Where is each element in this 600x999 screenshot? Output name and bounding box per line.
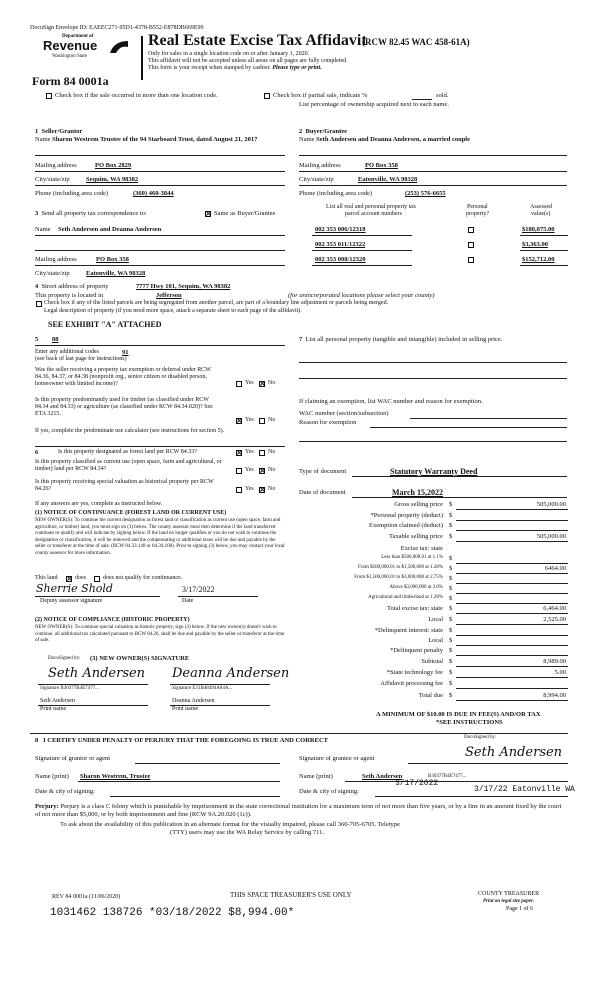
- calc-value: 6,464.00: [543, 605, 566, 612]
- calc-currency: $: [449, 595, 453, 602]
- q2-yes-label: Yes: [245, 417, 254, 423]
- calc-label: Taxable selling price: [388, 533, 443, 540]
- notice-continuance-title: (1) NOTICE OF CONTINUANCE (FOREST LAND OR CURRENT USE): [35, 510, 227, 516]
- dor-logo: [40, 34, 138, 66]
- calc-currency: $: [449, 647, 453, 654]
- grantee-date-label: Date & city of signing:: [299, 788, 359, 795]
- section4-exhibit: SEE EXHIBIT "A" ATTACHED: [48, 320, 162, 329]
- seller-heading: 1 Seller/Grantor: [35, 128, 83, 135]
- s6q2-no-label: No: [268, 467, 276, 473]
- grantee-name-label: Name (print): [299, 773, 333, 780]
- section3-mail: PO Box 358: [96, 256, 129, 263]
- parcel-number: 002 353 008/12320: [315, 256, 366, 263]
- calc-value: 2,525.00: [543, 616, 566, 623]
- s6q1-no-checkbox[interactable]: [259, 450, 265, 456]
- grantor-sig-label: Signature of grantor or agent: [35, 755, 111, 762]
- buyer-mail: PO Box 358: [365, 162, 398, 169]
- header-note-1: Only for sales in a single location code on or after January 1, 2020.: [148, 51, 310, 57]
- form-title-ref: (RCW 82.45 WAC 458-61A): [362, 37, 470, 47]
- accessibility-line-2: (TTY) users may use the WA Relay Service by calling 711.: [170, 829, 324, 836]
- parcels-col2a: Personal: [467, 204, 488, 210]
- section3-text: 3 Send all property tax correspondence to:: [35, 210, 147, 217]
- legal-paper-note: Print on legal size paper.: [483, 899, 534, 904]
- buyer-phone: (253) 576-6655: [405, 190, 446, 197]
- seller-city: Sequim, WA 98382: [86, 176, 139, 183]
- section3-mail-label: Mailing address: [35, 256, 77, 263]
- section5-q3: If yes, complete the predominate use calculator (see instructions for section 5).: [35, 428, 225, 434]
- calc-currency: $: [449, 522, 453, 529]
- section6-q4: If any answers are yes, complete as instructed below.: [35, 501, 163, 507]
- section4-located-label: This property is located in: [35, 292, 104, 299]
- seller-mail: PO Box 2829: [95, 162, 132, 169]
- signature-label-1: Signature B30377B4E7477...: [40, 686, 99, 691]
- deputy-assessor-label: Deputy assessor signature: [40, 598, 103, 604]
- certify-statement: 8 I CERTIFY UNDER PENALTY OF PERJURY THAT THE FOREGOING IS TRUE AND CORRECT: [35, 737, 328, 744]
- calc-label: From $1,500,000.01 to $3,000,000 at 2.75%: [354, 575, 443, 580]
- parcels-col3b: value(s): [531, 211, 551, 217]
- section5-q2: Is this property predominantly used for timber (as classified under RCW 84.34 and 84.33) or agriculture (as classified under RCW 84.34.020)? See ETA 3215.: [35, 397, 213, 417]
- section6-num: 6: [35, 449, 39, 456]
- print-name-label-2: Print name: [172, 706, 199, 712]
- treasurer-stamp: 1031462 138726 *03/18/2022 $8,994.00*: [50, 907, 295, 919]
- logo-state: Washington State: [52, 54, 88, 59]
- calc-currency: $: [449, 692, 453, 699]
- calc-label: Excise tax: state: [400, 545, 443, 552]
- q1-yes-label: Yes: [245, 380, 254, 386]
- calc-currency: $: [449, 585, 453, 592]
- land-does-not-label: does not qualify for continuance.: [103, 575, 183, 581]
- list-percentage-note: List percentage of ownership acquired next to each name.: [299, 101, 449, 108]
- calc-label: Local: [428, 637, 443, 644]
- grantor-name: Sharon Westrem, Trustee: [80, 773, 151, 780]
- section4-unincorporated: (for unincorporated locations please select your county): [288, 292, 435, 299]
- parcels-col3a: Assessed: [530, 204, 552, 210]
- buyer-phone-label: Phone (including area code): [299, 190, 373, 197]
- minimum-note: A MINIMUM OF $10.00 IS DUE IN FEE(S) AND/OR TAX: [376, 711, 541, 718]
- wac-label: WAC number (section/subsection): [299, 410, 389, 417]
- partial-sale-label: Check box if partial sale, indicate %: [273, 92, 368, 99]
- envelope-id-8: B30377B4E7477...: [428, 774, 467, 779]
- owner-signature-1: Seth Andersen: [48, 666, 146, 681]
- calc-label: *Personal property (deduct): [370, 512, 443, 519]
- calc-currency: $: [449, 658, 453, 665]
- county-treasurer: COUNTY TREASURER: [478, 891, 540, 897]
- calc-label: Agricultural and timberland at 1.28%: [368, 595, 443, 600]
- buyer-mail-label: Mailing address: [299, 162, 341, 169]
- personal-property-checkbox[interactable]: [468, 257, 474, 263]
- seller-phone-label: Phone (including area code): [35, 190, 109, 197]
- calc-currency: $: [449, 627, 453, 634]
- calc-label: *Delinquent interest: state: [374, 627, 443, 634]
- section4-located: Jefferson: [156, 292, 182, 299]
- doc-date-label: Date of document: [299, 489, 346, 496]
- form-title: Real Estate Excise Tax Affidavit: [148, 32, 367, 49]
- section7-text: 7 List all personal property (tangible and intangible) included in selling price.: [299, 336, 503, 343]
- reason-label: Reason for exemption: [299, 419, 357, 426]
- same-as-buyer-checkbox[interactable]: [205, 211, 211, 217]
- same-as-buyer-label: Same as Buyer/Grantee: [214, 210, 276, 217]
- doc-type: Statutory Warranty Deed: [390, 467, 478, 476]
- form-revision: REV 84 0001a (11/06/2020): [52, 894, 121, 900]
- section5-additional: 91: [122, 349, 129, 356]
- calc-label: Above $3,000,000 at 3.0%: [389, 585, 443, 590]
- print-name-2: Deanna Andersen: [172, 698, 215, 704]
- section5-q1: Was the seller receiving a property tax exemption or deferral under RCW 84.36, 84.37, or 84.38 (nonprofit org., senior citizen or disabled person, homeowner with limited income)?: [35, 367, 211, 387]
- calc-currency: $: [449, 512, 453, 519]
- form-number: Form 84 0001a: [32, 74, 109, 88]
- calc-label: *State technology fee: [386, 669, 443, 676]
- calc-label: Local: [428, 616, 443, 623]
- grantee-name: Seth Andersen: [362, 773, 403, 780]
- section3-name: Seth Andersen and Deanna Andersen: [58, 226, 162, 233]
- s6q2-yes-label: Yes: [245, 467, 254, 473]
- partial-sale-checkbox[interactable]: [264, 93, 270, 99]
- personal-property-checkbox[interactable]: [468, 227, 474, 233]
- calc-currency: $: [449, 680, 453, 687]
- seller-mail-label: Mailing address: [35, 162, 77, 169]
- calc-currency: $: [449, 575, 453, 582]
- section6-q3: Is this property receiving special valuation as historical property per RCW 84.26?: [35, 479, 214, 492]
- section3-city: Eatonville, WA 98328: [86, 270, 146, 277]
- header-note-2: This affidavit will not be accepted unless all areas on all pages are fully completed.: [148, 58, 348, 64]
- assessor-date-label: Date: [182, 598, 194, 604]
- multi-location-checkbox[interactable]: [46, 93, 52, 99]
- header-note-3: This form is your receipt when stamped by cashier. Please type or print.: [148, 65, 322, 71]
- grantor-date-label: Date & city of signing:: [35, 788, 95, 795]
- section5-code: 88: [52, 336, 59, 343]
- calc-label: Exemption claimed (deduct): [368, 522, 443, 529]
- grantee-sig-label: Signature of grantee or agent: [299, 755, 375, 762]
- section4-street-label: 4 Street address of property: [35, 283, 109, 290]
- this-land-label: This land: [35, 575, 58, 581]
- logo-dept: Department of: [62, 34, 94, 39]
- s6q2-yes-checkbox[interactable]: [236, 468, 242, 474]
- q2-yes-checkbox[interactable]: [236, 418, 242, 424]
- section5-additional-label: Enter any additional codes: [35, 349, 99, 355]
- notice-continuance-body: NEW OWNER(S): To continue the current designation as forest land or classification as current use (open space, farm and agriculture, or timber) land, you must sign on (3) below. The county assessor must then determine if the land transferred continues to qualify and will indicate by signing below. If the land no longer qualifies or you do not wish to continue the designation or classification, it will be removed and the compensating or additional taxes will be due and payable by the seller or transferor at the time of sale. (RCW 84.33.140 or 84.34.108). Prior to signing (3) below, you may contact your local county assessor for more information.: [35, 518, 285, 556]
- doc-type-label: Type of document: [299, 468, 347, 475]
- seller-name: Name Sharon Westrem Trustee of the 94 Starboard Trust, dated August 21, 2017: [35, 136, 258, 143]
- buyer-heading: 2 Buyer/Grantee: [299, 128, 348, 135]
- seller-city-label: City/state/zip: [35, 176, 70, 183]
- section5-num: 5: [35, 336, 39, 343]
- section4-street: 7777 Hwy 101, Sequim, WA 98382: [136, 283, 231, 290]
- buyer-city: Eatonville, WA 98328: [358, 176, 418, 183]
- parcel-number: 002 353 011/12322: [315, 241, 366, 248]
- calc-label: Total excise tax: state: [386, 605, 443, 612]
- q1-no-label: No: [268, 380, 276, 386]
- buyer-name: Name Seth Andersen and Deanna Andersen, a married couple: [299, 136, 471, 143]
- parcel-value: $180,075.00: [522, 226, 555, 233]
- s6q3-no-checkbox[interactable]: [259, 487, 265, 493]
- partial-sold-label: sold.: [436, 92, 449, 99]
- calc-currency: $: [449, 501, 453, 508]
- calc-label: From $500,000.01 to $1,500,000 at 1.28%: [358, 565, 443, 570]
- calc-label: Subtotal: [421, 658, 443, 665]
- q1-no-checkbox[interactable]: [259, 381, 265, 387]
- calc-currency: $: [449, 616, 453, 623]
- docusign-envelope-id: DocuSign Envelope ID: EAEEC271-95D1-4378-B552-E878DB669E99: [30, 25, 204, 31]
- calc-label: Gross selling price: [394, 501, 443, 508]
- parcels-col1a: List all real and personal property tax: [326, 204, 416, 210]
- owner-signature-2: Deanna Andersen: [172, 666, 290, 681]
- print-name-1: Seth Andersen: [40, 698, 75, 704]
- parcels-col2b: property?: [466, 211, 489, 217]
- s6q3-no-label: No: [268, 486, 276, 492]
- calc-currency: $: [449, 565, 453, 572]
- doc-date: March 15,2022: [392, 488, 443, 497]
- section5-see-back: (see back of last page for instructions): [35, 356, 127, 362]
- calc-label: Affidavit processing fee: [380, 680, 443, 687]
- section3-city-label: City/state/zip: [35, 270, 70, 277]
- calc-currency: $: [449, 669, 453, 676]
- buyer-city-label: City/state/zip: [299, 176, 334, 183]
- q2-no-checkbox[interactable]: [259, 418, 265, 424]
- see-instructions: *SEE INSTRUCTIONS: [436, 719, 503, 726]
- grantee-date: 3/17/2022: [395, 779, 439, 788]
- calc-value: 8,989.00: [543, 658, 566, 665]
- grantee-date-city: 3/17/22 Eatonville WA: [474, 785, 575, 794]
- s6q3-yes-checkbox[interactable]: [236, 487, 242, 493]
- calc-value: 8,994.00: [543, 692, 566, 699]
- assessor-signature: Sherrie Shold: [36, 582, 113, 595]
- q2-no-label: No: [268, 417, 276, 423]
- land-does-label: does: [75, 575, 86, 581]
- segregated-checkbox[interactable]: [36, 301, 42, 307]
- calc-label: Total due: [418, 692, 443, 699]
- s6q1-yes-checkbox[interactable]: [236, 450, 242, 456]
- treasurer-space: THIS SPACE TREASURER'S USE ONLY: [230, 891, 352, 899]
- s6q3-yes-label: Yes: [245, 486, 254, 492]
- exemption-label: If claiming an exemption, list WAC number and reason for exemption.: [299, 398, 483, 405]
- section6-q2: Is this property classified as current use (open space, farm and agricultural, or timber) land per RCW 84.34?: [35, 459, 222, 472]
- docusigned-label-1: DocuSigned by:: [48, 656, 81, 661]
- calc-value: 6464.00: [544, 565, 566, 572]
- signature-label-2: Signature E31B48494A84A...: [172, 686, 233, 691]
- s6q1-no-label: No: [268, 449, 276, 455]
- parcel-number: 002 353 006/12318: [315, 226, 366, 233]
- grantor-name-label: Name (print): [35, 773, 69, 780]
- s6q1-yes-label: Yes: [245, 449, 254, 455]
- page-number: Page 1 of 6: [506, 906, 534, 912]
- calc-value: 505,000.00: [536, 501, 566, 508]
- calc-currency: $: [449, 637, 453, 644]
- new-owner-signature-label: (3) NEW OWNER(S) SIGNATURE: [90, 655, 190, 662]
- multi-location-label: Check box if the sale occurred in more than one location code.: [55, 92, 218, 99]
- perjury-statement: Perjury: Perjury is a class C felony which is punishable by imprisonment in the state correctional institution for a maximum term of not more than five years, or by a fine in an amount fixed by the court of not more than $5,000, or by both imprisonment and fine (RCW 9A.20.020 (1c)).: [35, 803, 562, 818]
- docusigned-label-8: DocuSigned by:: [464, 735, 497, 740]
- calc-currency: $: [449, 555, 453, 562]
- personal-property-checkbox[interactable]: [468, 242, 474, 248]
- parcel-value: $152,712.00: [522, 256, 555, 263]
- q1-yes-checkbox[interactable]: [236, 381, 242, 387]
- calc-label: *Delinquent penalty: [390, 647, 443, 654]
- calc-value: 505,000.00: [536, 533, 566, 540]
- seller-phone: (360) 460-3844: [133, 190, 174, 197]
- section3-name-label: Name: [35, 226, 51, 233]
- calc-label: Less than $500,000.01 at 1.1%: [381, 555, 443, 560]
- notice-compliance-body: NEW OWNER(S): To continue special valuation as historic property, sign (3) below. If the new owner(s) doesn't wish to continue, all additional tax calculated pursuant to RCW 84.26, shall be due and payable by the seller or transferor at the time of sale.: [35, 625, 285, 644]
- section4-legal-line: Legal description of property (if you need more space, attach a separate sheet to each page of the affidavit).: [44, 308, 302, 314]
- logo-revenue: Revenue: [43, 38, 98, 53]
- section4-check-line: Check box if any of the listed parcels are being segregated from another parcel, are part of a boundary line adjustment or parcels being merged.: [44, 300, 389, 306]
- parcel-value: $3,363.00: [522, 241, 548, 248]
- print-name-label-1: Print name: [40, 706, 67, 712]
- calc-currency: $: [449, 605, 453, 612]
- calc-value: 5.00: [554, 669, 566, 676]
- s6q2-no-checkbox[interactable]: [259, 468, 265, 474]
- notice-compliance-title: (2) NOTICE OF COMPLIANCE (HISTORIC PROPERTY): [35, 617, 190, 623]
- calc-currency: $: [449, 533, 453, 540]
- wa-logo-icon: [108, 39, 130, 55]
- grantee-signature: Seth Andersen: [465, 745, 563, 760]
- accessibility-line-1: To ask about the availability of this publication in an alternate format for the visually impaired, please call 360-705-6705. Teletype: [60, 821, 400, 828]
- assessor-date: 3/17/2022: [182, 585, 215, 594]
- parcels-col1b: parcel account numbers: [345, 211, 402, 217]
- section6-q1: Is this property designated as forest land per RCW 84.33?: [58, 449, 197, 455]
